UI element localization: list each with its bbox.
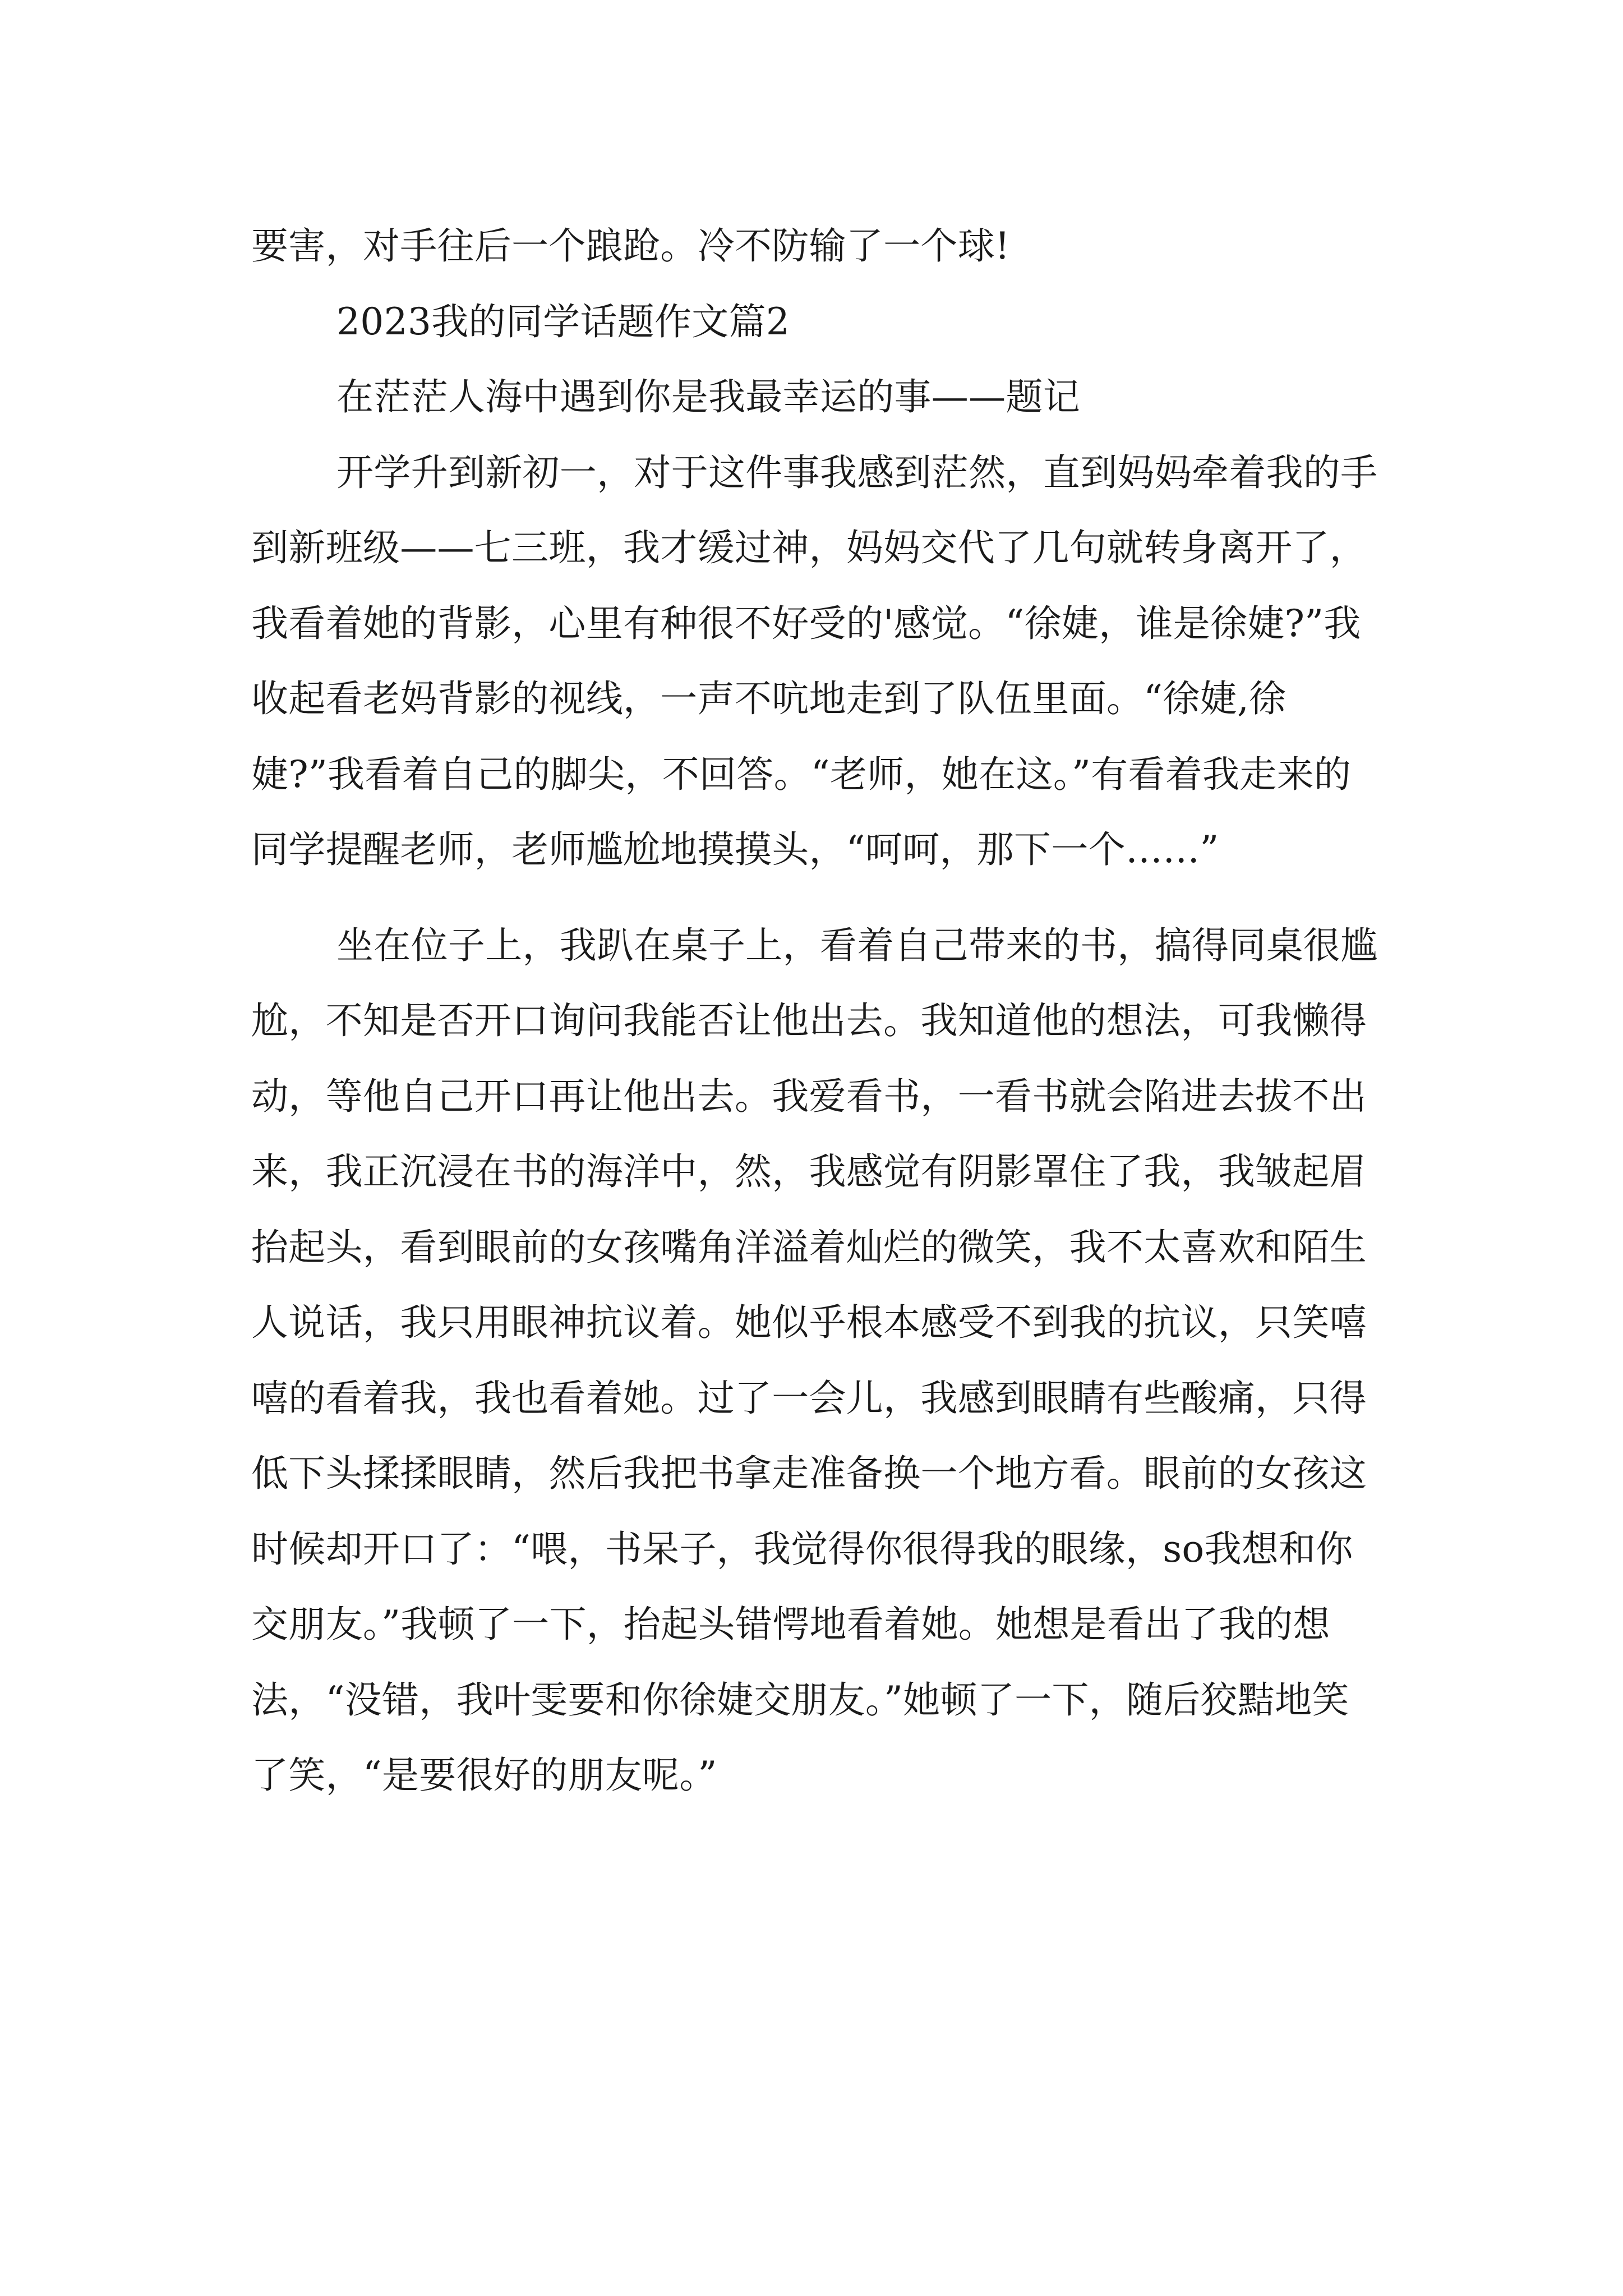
continuation-line: 要害，对手往后一个踉跄。冷不防输了一个球! [251,224,1010,268]
section-heading: 2023我的同学话题作文篇2 [336,300,790,343]
paragraph-1: 开学升到新初一，对于这件事我感到茫然，直到妈妈牵着我的手到新班级——七三班，我才缓过神，妈妈交代了几句就转身离开了，我看着她的背影，心里有种很不好受的'感觉。“徐婕，谁是徐婕?”我收起看老妈背影的视线，一声不吭地走到了队伍里面。“徐婕,徐婕?”我看着自己的脚尖，不回答。“老师，她在这。”有看着我走来的同学提醒老师，老师尴尬地摸摸头，“呵呵，那下一个……” [251,450,1378,871]
epigraph: 在茫茫人海中遇到你是我最幸运的事——题记 [336,375,1080,418]
document-body [251,209,1384,1814]
paragraph-2: 坐在位子上，我趴在桌子上，看着自己带来的书，搞得同桌很尴尬，不知是否开口询问我能否让他出去。我知道他的想法，可我懒得动，等他自己开口再让他出去。我爱看书，一看书就会陷进去拔不出来，我正沉浸在书的海洋中，然，我感觉有阴影罩住了我，我皱起眉抬起头，看到眼前的女孩嘴角洋溢着灿烂的微笑，我不太喜欢和陌生人说话，我只用眼神抗议着。她似乎根本感受不到我的抗议，只笑嘻嘻的看着我，我也看着她。过了一会儿，我感到眼睛有些酸痛，只得低下头揉揉眼睛，然后我把书拿走准备换一个地方看。眼前的女孩这时候却开口了：“喂，书呆子，我觉得你很得我的眼缘，so我想和你交朋友。”我顿了一下，抬起头错愕地看着她。她想是看出了我的想法，“没错，我叶雯要和你徐婕交朋友。”她顿了一下，随后狡黠地笑了笑，“是要很好的朋友呢。” [251,923,1378,1797]
